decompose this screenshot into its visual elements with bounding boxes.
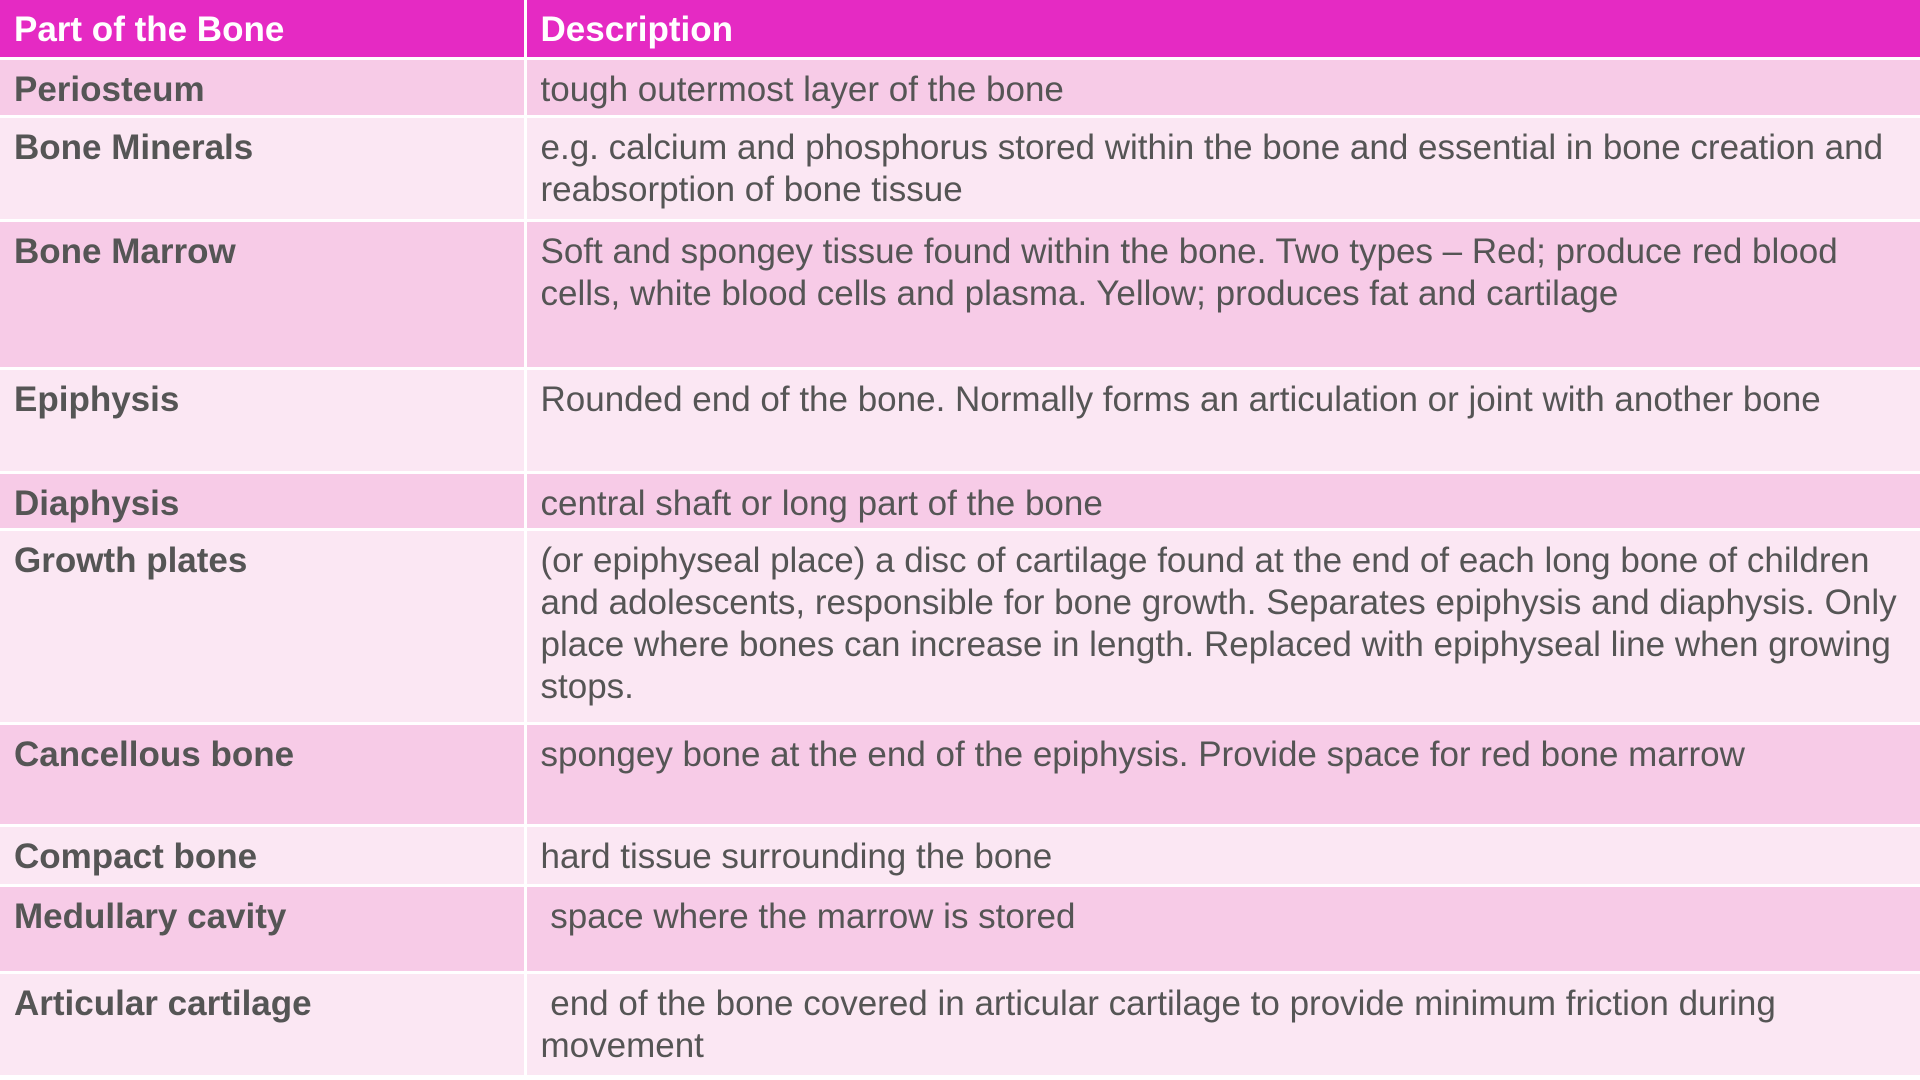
table-row (0, 972, 1920, 1076)
table-row (0, 220, 1920, 368)
header-part-of-bone: Part of the Bone (0, 0, 525, 58)
row-part-name: Medullary cavity (0, 885, 525, 972)
row-part-name: Bone Marrow (0, 220, 525, 368)
row-part-name: Diaphysis (0, 472, 525, 529)
table-header-row (0, 0, 1920, 58)
row-description: spongey bone at the end of the epiphysis. Provide space for red bone marrow (525, 723, 1920, 825)
row-part-name: Cancellous bone (0, 723, 525, 825)
table-row (0, 885, 1920, 972)
row-part-name: Periosteum (0, 58, 525, 116)
header-description: Description (525, 0, 1920, 58)
row-part-name: Compact bone (0, 825, 525, 885)
row-description: (or epiphyseal place) a disc of cartilage found at the end of each long bone of children and adolescents, responsible for bone growth. Separates epiphysis and diaphysis. Only place where bones can increase in length. Replaced with epiphyseal line when growing stops. (525, 529, 1920, 723)
table-row (0, 723, 1920, 825)
row-description: Soft and spongey tissue found within the bone. Two types – Red; produce red blood cells, white blood cells and plasma. Yellow; produces fat and cartilage (525, 220, 1920, 368)
table-row (0, 529, 1920, 723)
table-row (0, 825, 1920, 885)
row-part-name: Bone Minerals (0, 116, 525, 220)
table-row (0, 116, 1920, 220)
row-description: end of the bone covered in articular cartilage to provide minimum friction during movement (525, 972, 1920, 1076)
table-row (0, 58, 1920, 116)
row-description: tough outermost layer of the bone (525, 58, 1920, 116)
row-description: space where the marrow is stored (525, 885, 1920, 972)
table-row (0, 368, 1920, 472)
row-description: e.g. calcium and phosphorus stored within the bone and essential in bone creation and reabsorption of bone tissue (525, 116, 1920, 220)
row-part-name: Articular cartilage (0, 972, 525, 1076)
row-part-name: Growth plates (0, 529, 525, 723)
table-row (0, 472, 1920, 529)
row-description: hard tissue surrounding the bone (525, 825, 1920, 885)
row-part-name: Epiphysis (0, 368, 525, 472)
row-description: central shaft or long part of the bone (525, 472, 1920, 529)
row-description: Rounded end of the bone. Normally forms an articulation or joint with another bone (525, 368, 1920, 472)
